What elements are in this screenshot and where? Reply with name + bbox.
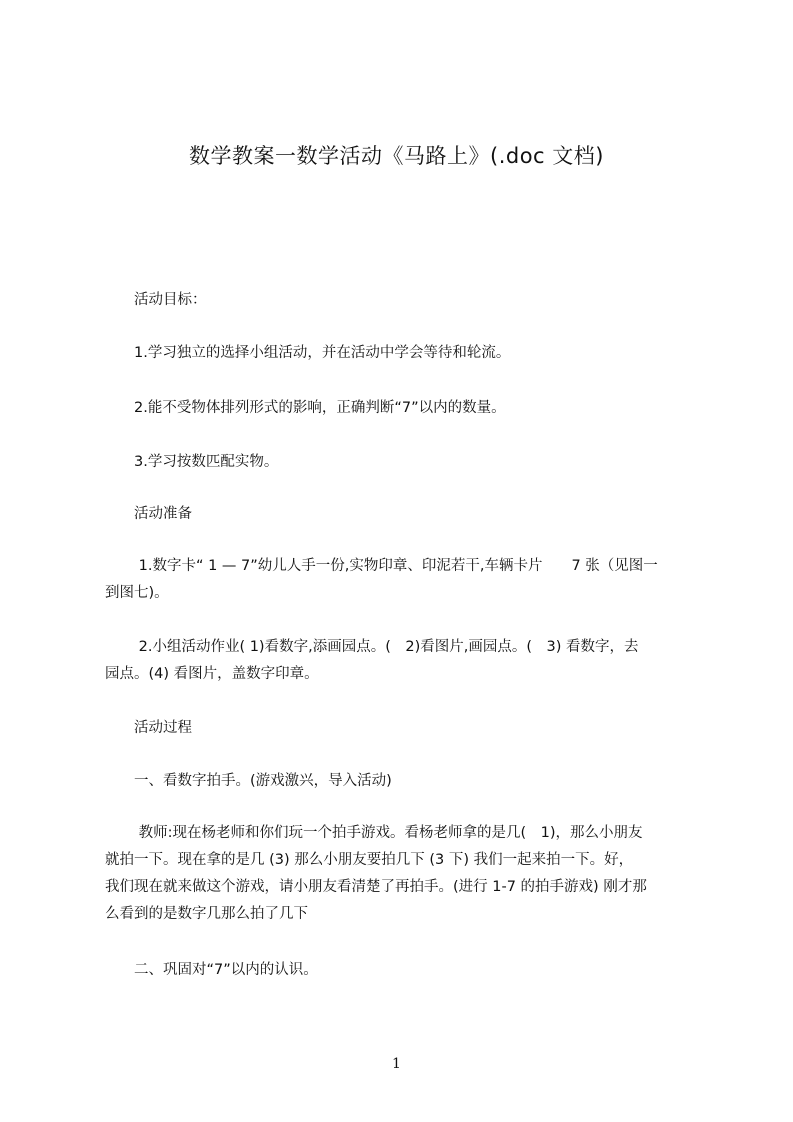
paragraph-goal-3 bbox=[105, 449, 711, 476]
paragraph-step-1-heading bbox=[105, 768, 711, 795]
text-line: 二、巩固对“7”以内的认识。 bbox=[105, 962, 318, 978]
document-title: 数学教案一数学活动《马路上》(.doc 文档) bbox=[189, 144, 604, 168]
text-line: 2.能不受物体排列形式的影响，正确判断“7”以内的数量。 bbox=[105, 400, 506, 416]
text-line: 到图七)。 bbox=[105, 585, 169, 601]
text-line: 么看到的是数字几那么拍了几下 bbox=[105, 906, 308, 922]
text-line: 我们现在就来做这个游戏，请小朋友看清楚了再拍手。(进行 1-7 的拍手游戏) 刚才那 bbox=[105, 879, 647, 895]
paragraph-goal-2 bbox=[105, 395, 711, 422]
text-line: 园点。(4) 看图片，盖数字印章。 bbox=[105, 666, 319, 682]
paragraph-prep-heading bbox=[105, 501, 711, 528]
paragraph-step-2-heading bbox=[105, 957, 711, 984]
text-line: 3.学习按数匹配实物。 bbox=[105, 454, 279, 470]
text-line: 1.数字卡“ 1 — 7”幼儿人手一份,实物印章、印泥若干,车辆卡片 7 张（见图一 bbox=[105, 558, 658, 574]
text-line: 就拍一下。现在拿的是几 (3) 那么小朋友要拍几下 (3 下) 我们一起来拍一下。好， bbox=[105, 852, 634, 868]
paragraph-process-heading bbox=[105, 715, 711, 742]
text-line: 教师:现在杨老师和你们玩一个拍手游戏。看杨老师拿的是几( 1)，那么小朋友 bbox=[105, 825, 643, 841]
text-line: 一、看数字拍手。(游戏激兴，导入活动) bbox=[105, 773, 392, 789]
text-line: 活动过程 bbox=[105, 720, 192, 736]
paragraph-goals-heading bbox=[105, 287, 711, 314]
text-line: 活动目标： bbox=[105, 292, 207, 308]
paragraph-teacher-script bbox=[105, 820, 711, 928]
text-line: 1.学习独立的选择小组活动，并在活动中学会等待和轮流。 bbox=[105, 345, 511, 361]
page-number: 1 bbox=[392, 1056, 401, 1072]
paragraph-prep-2 bbox=[105, 634, 711, 688]
paragraph-prep-1 bbox=[105, 553, 711, 607]
text-line: 活动准备 bbox=[105, 506, 192, 522]
text-line: 2.小组活动作业( 1)看数字,添画园点。( 2)看图片,画园点。( 3) 看数字，去 bbox=[105, 639, 639, 655]
paragraph-goal-1 bbox=[105, 340, 711, 367]
